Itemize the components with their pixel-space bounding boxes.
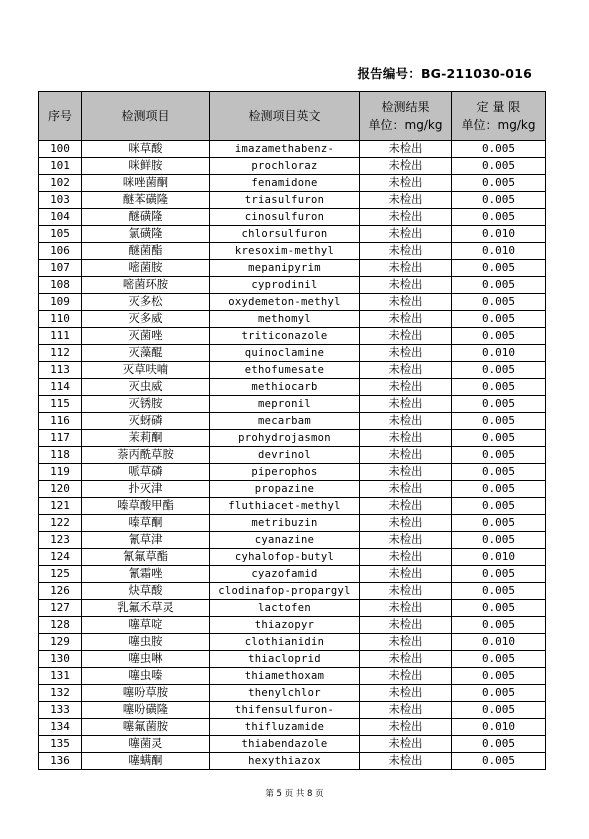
cell-limit: 0.005 bbox=[452, 753, 546, 770]
table-row bbox=[39, 141, 546, 158]
header-result-unit: 单位：mg/kg bbox=[368, 118, 443, 132]
cell-limit: 0.005 bbox=[452, 702, 546, 719]
cell-no: 104 bbox=[39, 209, 82, 226]
cell-limit: 0.010 bbox=[452, 243, 546, 260]
header-limit bbox=[452, 92, 546, 141]
cell-item-cn: 氯磺隆 bbox=[82, 226, 210, 243]
cell-item-en: thenylchlor bbox=[210, 685, 360, 702]
header-limit-title: 定 量 限 bbox=[476, 100, 521, 114]
cell-item-en: triticonazole bbox=[210, 328, 360, 345]
cell-no: 131 bbox=[39, 668, 82, 685]
table-row bbox=[39, 362, 546, 379]
cell-result: 未检出 bbox=[360, 600, 452, 617]
cell-no: 126 bbox=[39, 583, 82, 600]
cell-no: 105 bbox=[39, 226, 82, 243]
table-row bbox=[39, 379, 546, 396]
cell-limit: 0.005 bbox=[452, 413, 546, 430]
cell-limit: 0.005 bbox=[452, 532, 546, 549]
header-no: 序号 bbox=[39, 92, 82, 141]
cell-no: 103 bbox=[39, 192, 82, 209]
cell-item-en: clothianidin bbox=[210, 634, 360, 651]
cell-limit: 0.010 bbox=[452, 226, 546, 243]
cell-no: 108 bbox=[39, 277, 82, 294]
cell-result: 未检出 bbox=[360, 226, 452, 243]
table-row bbox=[39, 634, 546, 651]
cell-item-cn: 氰氟草酯 bbox=[82, 549, 210, 566]
cell-no: 133 bbox=[39, 702, 82, 719]
cell-limit: 0.005 bbox=[452, 158, 546, 175]
table-row bbox=[39, 498, 546, 515]
cell-item-cn: 咪鲜胺 bbox=[82, 158, 210, 175]
results-table bbox=[38, 91, 546, 770]
cell-limit: 0.005 bbox=[452, 260, 546, 277]
cell-item-en: cyazofamid bbox=[210, 566, 360, 583]
cell-item-en: cyprodinil bbox=[210, 277, 360, 294]
cell-limit: 0.005 bbox=[452, 583, 546, 600]
cell-item-en: cyhalofop-butyl bbox=[210, 549, 360, 566]
cell-item-cn: 嘧菌环胺 bbox=[82, 277, 210, 294]
cell-result: 未检出 bbox=[360, 566, 452, 583]
cell-item-en: cinosulfuron bbox=[210, 209, 360, 226]
cell-result: 未检出 bbox=[360, 583, 452, 600]
cell-result: 未检出 bbox=[360, 498, 452, 515]
table-header-row bbox=[39, 92, 546, 141]
cell-no: 121 bbox=[39, 498, 82, 515]
cell-item-cn: 萘丙酰草胺 bbox=[82, 447, 210, 464]
cell-limit: 0.005 bbox=[452, 311, 546, 328]
cell-item-en: devrinol bbox=[210, 447, 360, 464]
cell-item-en: ethofumesate bbox=[210, 362, 360, 379]
page-footer: 第 5 页 共 8 页 bbox=[265, 789, 324, 799]
cell-item-en: thiabendazole bbox=[210, 736, 360, 753]
cell-no: 125 bbox=[39, 566, 82, 583]
cell-limit: 0.005 bbox=[452, 175, 546, 192]
table-row bbox=[39, 158, 546, 175]
header-item-en: 检测项目英文 bbox=[210, 92, 360, 141]
cell-item-en: oxydemeton-methyl bbox=[210, 294, 360, 311]
table-row bbox=[39, 651, 546, 668]
cell-result: 未检出 bbox=[360, 464, 452, 481]
cell-item-en: clodinafop-propargyl bbox=[210, 583, 360, 600]
cell-item-cn: 灭锈胺 bbox=[82, 396, 210, 413]
cell-no: 110 bbox=[39, 311, 82, 328]
cell-limit: 0.010 bbox=[452, 719, 546, 736]
cell-result: 未检出 bbox=[360, 260, 452, 277]
cell-no: 120 bbox=[39, 481, 82, 498]
cell-item-cn: 噻吩草胺 bbox=[82, 685, 210, 702]
table-row bbox=[39, 719, 546, 736]
cell-item-cn: 灭虫威 bbox=[82, 379, 210, 396]
cell-result: 未检出 bbox=[360, 685, 452, 702]
table-row bbox=[39, 328, 546, 345]
cell-result: 未检出 bbox=[360, 141, 452, 158]
header-item-cn: 检测项目 bbox=[82, 92, 210, 141]
cell-no: 124 bbox=[39, 549, 82, 566]
table-row bbox=[39, 277, 546, 294]
cell-item-en: mepanipyrim bbox=[210, 260, 360, 277]
cell-item-en: imazamethabenz- bbox=[210, 141, 360, 158]
cell-result: 未检出 bbox=[360, 277, 452, 294]
cell-item-cn: 咪草酸 bbox=[82, 141, 210, 158]
cell-item-cn: 炔草酸 bbox=[82, 583, 210, 600]
cell-item-en: metribuzin bbox=[210, 515, 360, 532]
cell-no: 111 bbox=[39, 328, 82, 345]
cell-limit: 0.005 bbox=[452, 481, 546, 498]
table-row bbox=[39, 515, 546, 532]
cell-result: 未检出 bbox=[360, 311, 452, 328]
cell-limit: 0.005 bbox=[452, 515, 546, 532]
table-row bbox=[39, 447, 546, 464]
cell-limit: 0.005 bbox=[452, 566, 546, 583]
cell-no: 114 bbox=[39, 379, 82, 396]
cell-item-cn: 噻虫嗪 bbox=[82, 668, 210, 685]
cell-no: 113 bbox=[39, 362, 82, 379]
cell-item-cn: 氰霜唑 bbox=[82, 566, 210, 583]
cell-item-cn: 灭多松 bbox=[82, 294, 210, 311]
cell-item-cn: 噻虫胺 bbox=[82, 634, 210, 651]
cell-item-cn: 茉莉酮 bbox=[82, 430, 210, 447]
table-row bbox=[39, 566, 546, 583]
cell-result: 未检出 bbox=[360, 753, 452, 770]
cell-limit: 0.005 bbox=[452, 379, 546, 396]
cell-item-cn: 噻菌灵 bbox=[82, 736, 210, 753]
cell-no: 128 bbox=[39, 617, 82, 634]
cell-item-cn: 噻草啶 bbox=[82, 617, 210, 634]
table-row bbox=[39, 736, 546, 753]
cell-no: 123 bbox=[39, 532, 82, 549]
table-row bbox=[39, 753, 546, 770]
cell-item-cn: 咪唑菌酮 bbox=[82, 175, 210, 192]
cell-no: 102 bbox=[39, 175, 82, 192]
cell-result: 未检出 bbox=[360, 617, 452, 634]
table-row bbox=[39, 532, 546, 549]
cell-no: 100 bbox=[39, 141, 82, 158]
cell-no: 119 bbox=[39, 464, 82, 481]
cell-no: 117 bbox=[39, 430, 82, 447]
cell-item-cn: 噻螨酮 bbox=[82, 753, 210, 770]
cell-result: 未检出 bbox=[360, 481, 452, 498]
cell-item-en: thiacloprid bbox=[210, 651, 360, 668]
cell-limit: 0.005 bbox=[452, 294, 546, 311]
cell-limit: 0.005 bbox=[452, 736, 546, 753]
cell-item-en: cyanazine bbox=[210, 532, 360, 549]
cell-result: 未检出 bbox=[360, 345, 452, 362]
cell-no: 118 bbox=[39, 447, 82, 464]
cell-item-en: prohydrojasmon bbox=[210, 430, 360, 447]
cell-limit: 0.005 bbox=[452, 362, 546, 379]
cell-no: 122 bbox=[39, 515, 82, 532]
cell-item-en: methiocarb bbox=[210, 379, 360, 396]
cell-result: 未检出 bbox=[360, 175, 452, 192]
cell-item-en: mecarbam bbox=[210, 413, 360, 430]
cell-item-cn: 扑灭津 bbox=[82, 481, 210, 498]
cell-item-cn: 醚苯磺隆 bbox=[82, 192, 210, 209]
cell-limit: 0.005 bbox=[452, 617, 546, 634]
cell-no: 136 bbox=[39, 753, 82, 770]
cell-limit: 0.005 bbox=[452, 192, 546, 209]
table-row bbox=[39, 685, 546, 702]
cell-result: 未检出 bbox=[360, 447, 452, 464]
header-result-title: 检测结果 bbox=[381, 100, 430, 114]
cell-result: 未检出 bbox=[360, 719, 452, 736]
cell-result: 未检出 bbox=[360, 209, 452, 226]
cell-item-en: kresoxim-methyl bbox=[210, 243, 360, 260]
cell-item-cn: 醚菌酯 bbox=[82, 243, 210, 260]
cell-item-cn: 嘧菌胺 bbox=[82, 260, 210, 277]
table-row bbox=[39, 413, 546, 430]
cell-no: 115 bbox=[39, 396, 82, 413]
header-result bbox=[360, 92, 452, 141]
table-row bbox=[39, 583, 546, 600]
cell-result: 未检出 bbox=[360, 379, 452, 396]
cell-result: 未检出 bbox=[360, 532, 452, 549]
table-row bbox=[39, 311, 546, 328]
cell-limit: 0.010 bbox=[452, 549, 546, 566]
cell-item-en: thiazopyr bbox=[210, 617, 360, 634]
cell-item-cn: 氰草津 bbox=[82, 532, 210, 549]
cell-no: 132 bbox=[39, 685, 82, 702]
table-row bbox=[39, 430, 546, 447]
cell-item-en: fenamidone bbox=[210, 175, 360, 192]
cell-item-en: fluthiacet-methyl bbox=[210, 498, 360, 515]
table-row bbox=[39, 209, 546, 226]
cell-no: 116 bbox=[39, 413, 82, 430]
cell-no: 106 bbox=[39, 243, 82, 260]
cell-item-en: thifluzamide bbox=[210, 719, 360, 736]
cell-item-cn: 灭多威 bbox=[82, 311, 210, 328]
table-row bbox=[39, 549, 546, 566]
cell-item-en: quinoclamine bbox=[210, 345, 360, 362]
cell-item-en: chlorsulfuron bbox=[210, 226, 360, 243]
cell-item-cn: 噻虫啉 bbox=[82, 651, 210, 668]
cell-no: 129 bbox=[39, 634, 82, 651]
cell-no: 127 bbox=[39, 600, 82, 617]
cell-result: 未检出 bbox=[360, 243, 452, 260]
table-row bbox=[39, 226, 546, 243]
table-row bbox=[39, 702, 546, 719]
cell-item-cn: 醚磺隆 bbox=[82, 209, 210, 226]
table-row bbox=[39, 668, 546, 685]
cell-no: 130 bbox=[39, 651, 82, 668]
cell-limit: 0.005 bbox=[452, 328, 546, 345]
table-row bbox=[39, 464, 546, 481]
cell-item-cn: 灭菌唑 bbox=[82, 328, 210, 345]
cell-no: 135 bbox=[39, 736, 82, 753]
cell-limit: 0.005 bbox=[452, 396, 546, 413]
cell-result: 未检出 bbox=[360, 668, 452, 685]
cell-item-en: hexythiazox bbox=[210, 753, 360, 770]
table-row bbox=[39, 396, 546, 413]
cell-item-en: prochloraz bbox=[210, 158, 360, 175]
cell-no: 109 bbox=[39, 294, 82, 311]
cell-item-en: lactofen bbox=[210, 600, 360, 617]
table-row bbox=[39, 294, 546, 311]
cell-no: 107 bbox=[39, 260, 82, 277]
cell-limit: 0.005 bbox=[452, 209, 546, 226]
cell-result: 未检出 bbox=[360, 702, 452, 719]
cell-result: 未检出 bbox=[360, 396, 452, 413]
cell-item-en: piperophos bbox=[210, 464, 360, 481]
cell-no: 101 bbox=[39, 158, 82, 175]
cell-item-cn: 嗪草酮 bbox=[82, 515, 210, 532]
table-row bbox=[39, 260, 546, 277]
cell-item-en: triasulfuron bbox=[210, 192, 360, 209]
cell-result: 未检出 bbox=[360, 294, 452, 311]
cell-item-cn: 灭藻醌 bbox=[82, 345, 210, 362]
header-limit-unit: 单位：mg/kg bbox=[461, 118, 536, 132]
cell-item-en: mepronil bbox=[210, 396, 360, 413]
table-row bbox=[39, 175, 546, 192]
cell-item-cn: 灭草呋喃 bbox=[82, 362, 210, 379]
cell-limit: 0.005 bbox=[452, 447, 546, 464]
cell-item-en: propazine bbox=[210, 481, 360, 498]
cell-result: 未检出 bbox=[360, 362, 452, 379]
cell-result: 未检出 bbox=[360, 158, 452, 175]
table-row bbox=[39, 481, 546, 498]
cell-limit: 0.005 bbox=[452, 141, 546, 158]
cell-limit: 0.005 bbox=[452, 685, 546, 702]
cell-limit: 0.005 bbox=[452, 600, 546, 617]
cell-item-cn: 噻吩磺隆 bbox=[82, 702, 210, 719]
table-row bbox=[39, 600, 546, 617]
cell-result: 未检出 bbox=[360, 549, 452, 566]
cell-result: 未检出 bbox=[360, 430, 452, 447]
cell-item-cn: 嗪草酸甲酯 bbox=[82, 498, 210, 515]
cell-limit: 0.005 bbox=[452, 668, 546, 685]
cell-limit: 0.005 bbox=[452, 651, 546, 668]
cell-result: 未检出 bbox=[360, 328, 452, 345]
cell-item-en: thiamethoxam bbox=[210, 668, 360, 685]
cell-result: 未检出 bbox=[360, 413, 452, 430]
cell-item-en: methomyl bbox=[210, 311, 360, 328]
cell-result: 未检出 bbox=[360, 651, 452, 668]
cell-result: 未检出 bbox=[360, 634, 452, 651]
cell-limit: 0.005 bbox=[452, 430, 546, 447]
table-row bbox=[39, 192, 546, 209]
cell-no: 112 bbox=[39, 345, 82, 362]
cell-limit: 0.010 bbox=[452, 345, 546, 362]
cell-result: 未检出 bbox=[360, 192, 452, 209]
cell-limit: 0.005 bbox=[452, 277, 546, 294]
cell-no: 134 bbox=[39, 719, 82, 736]
cell-item-cn: 乳氟禾草灵 bbox=[82, 600, 210, 617]
cell-item-cn: 噻氟菌胺 bbox=[82, 719, 210, 736]
table-row bbox=[39, 345, 546, 362]
cell-item-cn: 哌草磷 bbox=[82, 464, 210, 481]
cell-result: 未检出 bbox=[360, 736, 452, 753]
cell-limit: 0.005 bbox=[452, 464, 546, 481]
cell-result: 未检出 bbox=[360, 515, 452, 532]
table-row bbox=[39, 243, 546, 260]
cell-limit: 0.010 bbox=[452, 634, 546, 651]
table-row bbox=[39, 617, 546, 634]
cell-item-en: thifensulfuron- bbox=[210, 702, 360, 719]
report-number: 报告编号：BG-211030-016 bbox=[357, 66, 532, 81]
cell-limit: 0.005 bbox=[452, 498, 546, 515]
cell-item-cn: 灭蚜磷 bbox=[82, 413, 210, 430]
